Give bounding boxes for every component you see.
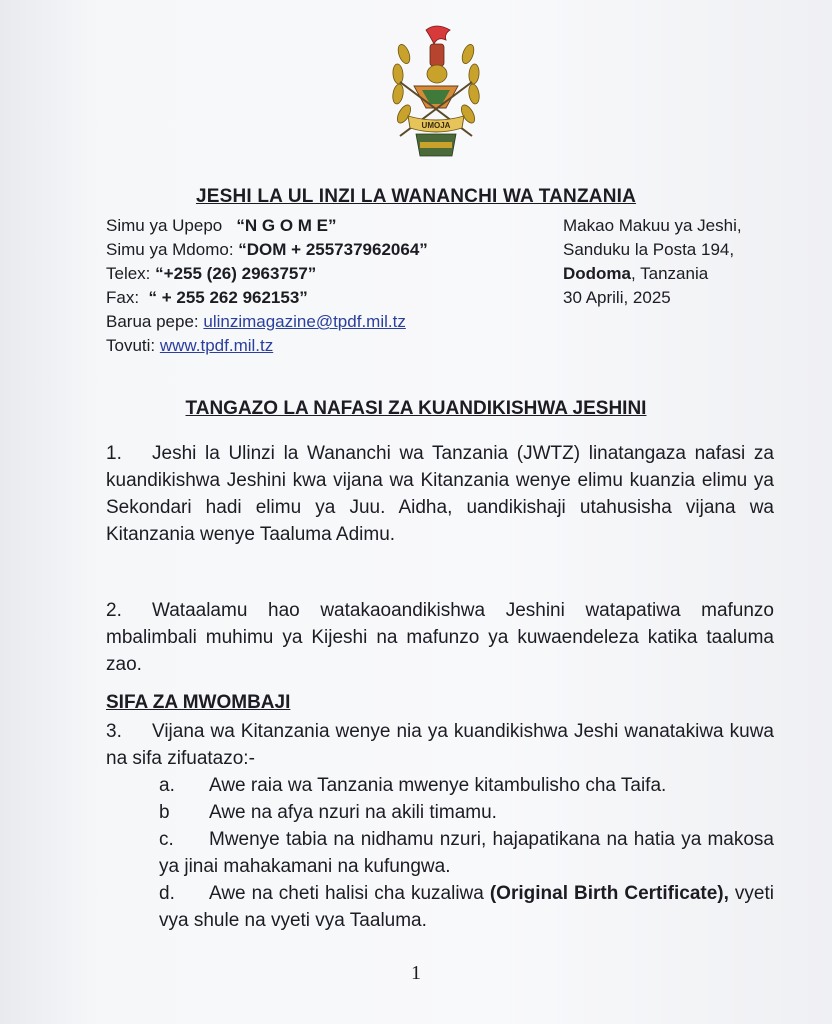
website-link[interactable]: www.tpdf.mil.tz [159,336,274,355]
address-line-2: Sanduku la Posta 194, [563,240,735,259]
phone-line: Simu ya Mdomo: “DOM + 255737962064” [106,240,428,259]
telegram-line: Simu ya Upepo “N G O M E” [106,216,337,235]
list-item: b Awe na afya nzuri na akili timamu. [159,802,497,823]
list-item: d. Awe na cheti halisi cha kuzaliwa (Original Birth Certificate), vyeti vya shule na vyeti vya Taaluma. [159,883,774,931]
letter-date: 30 Aprili, 2025 [563,288,671,307]
organization-title: JESHI LA UL INZI LA WANANCHI WA TANZANIA [195,186,637,207]
svg-text:UMOJA: UMOJA [421,121,451,130]
notice-title: TANGAZO LA NAFASI ZA KUANDIKISHWA JESHINI [185,398,647,419]
paragraph-2: 2. Wataalamu hao watakaoandikishwa Jeshini watapatiwa mafunzo mbalimbali muhimu ya Kijeshi na mafunzo ya kuwaendeleza katika taaluma zao. [106,600,774,675]
paragraph-1: 1. Jeshi la Ulinzi la Wananchi wa Tanzania (JWTZ) linatangaza nafasi za kuandikishwa Jeshini kwa vijana wa Kitanzania wenye elimu kuanzia elimu ya Sekondari hadi elimu ya Juu. Aidha, uandikishaji utahusisha vijana wa Kitanzania wenye Taaluma Adimu. [106,443,774,545]
list-item: c. Mwenye tabia na nidhamu nzuri, hajapatikana na hatia ya makosa ya jinai mahakamani na kufungwa. [159,829,774,877]
website-line: Tovuti: www.tpdf.mil.tz [106,336,274,355]
address-city: Dodoma, Tanzania [563,264,709,283]
list-item: a. Awe raia wa Tanzania mwenye kitambulisho cha Taifa. [159,775,667,796]
fax-line: Fax: “ + 255 262 962153” [106,288,308,307]
address-block [563,214,742,310]
tpdf-emblem [386,24,486,166]
paragraph-3: 3. Vijana wa Kitanzania wenye nia ya kuandikishwa Jeshi wanatakiwa kuwa na sifa zifuatazo:- [106,721,774,769]
page-number: 1 [411,962,421,984]
contact-details [106,214,428,358]
address-line-1: Makao Makuu ya Jeshi, [563,216,742,235]
section-heading: SIFA ZA MWOMBAJI [106,692,291,713]
email-line: Barua pepe: ulinzimagazine@tpdf.mil.tz [106,312,406,331]
telex-line: Telex: “+255 (26) 2963757” [106,264,317,283]
email-link[interactable]: ulinzimagazine@tpdf.mil.tz [203,312,406,331]
